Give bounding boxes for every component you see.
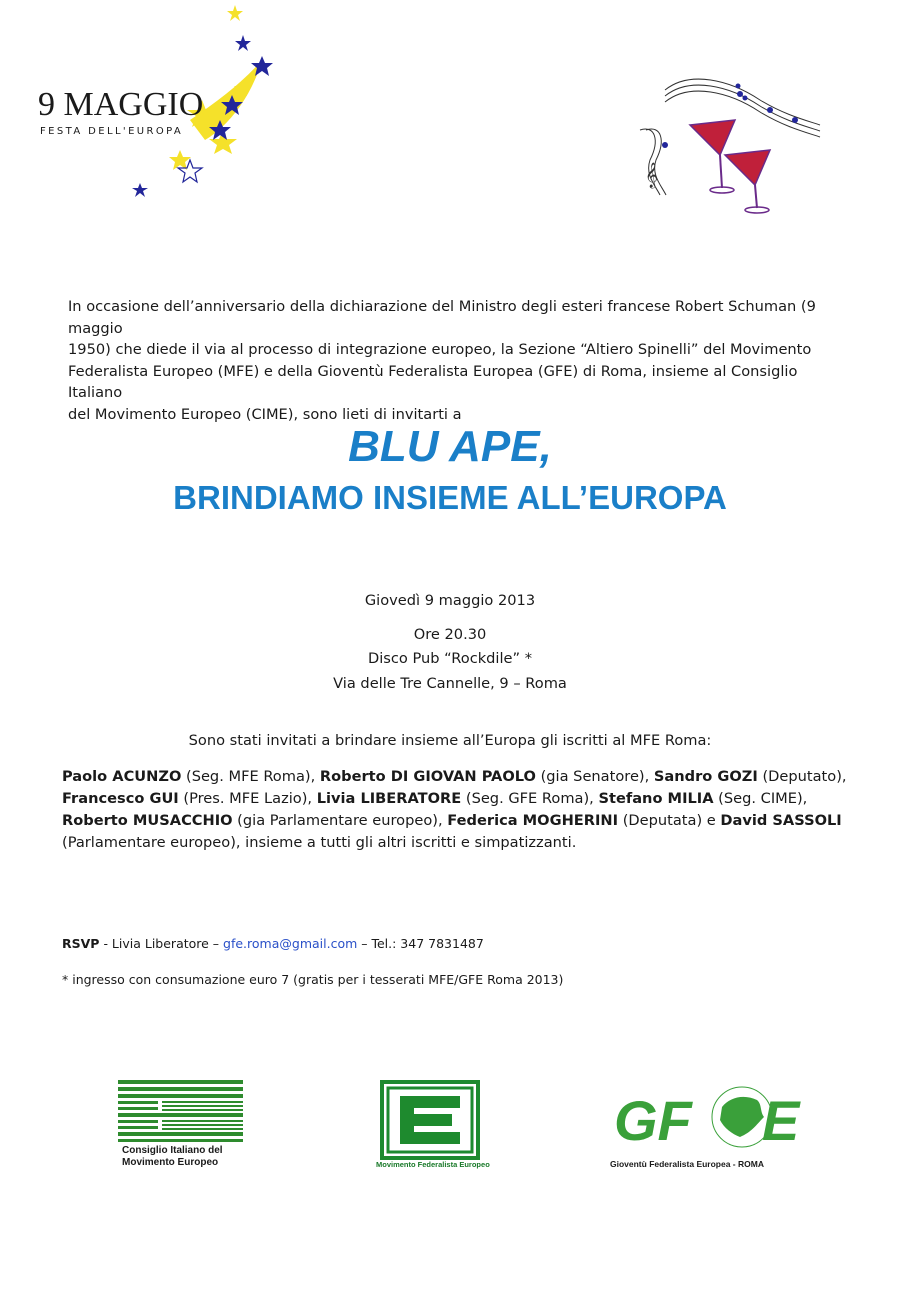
gfe-logo <box>612 1082 812 1157</box>
intro-line: del Movimento Europeo (CIME), sono lieti di invitarti a <box>68 405 462 423</box>
toast-glasses-illustration <box>620 70 840 220</box>
mfe-logo <box>380 1080 480 1160</box>
gfe-name: Gioventù Federalista Europea - ROMA <box>610 1159 764 1169</box>
invited-person: Roberto DI GIOVAN PAOLO (gia Senatore), <box>319 768 654 785</box>
event-venue: Disco Pub “Rockdile” * <box>367 650 533 667</box>
invited-person: Federica MOGHERINI (Deputata) e <box>447 812 721 829</box>
rsvp-contact: - Livia Liberatore – <box>99 936 224 951</box>
svg-text:𝄞: 𝄞 <box>645 163 659 188</box>
cime-name: Consiglio Italiano del Movimento Europeo <box>122 1145 223 1168</box>
event-time: Ore 20.30 <box>413 626 487 643</box>
invited-person: Francesco GUI (Pres. MFE Lazio), <box>62 790 317 807</box>
gfe-letter-right: E <box>762 1089 800 1152</box>
gfe-letters-left: GF <box>614 1089 692 1152</box>
invited-person: Stefano MILIA (Seg. CIME), <box>598 790 808 807</box>
gfe-europe-icon <box>612 1082 812 1157</box>
logo-subtitle: FESTA DELL'EUROPA <box>40 126 184 137</box>
intro-line: 1950) che diede il via al processo di integrazione europeo, la Sezione “Altiero Spinelli” del Movimento <box>68 341 812 358</box>
entry-note: * ingresso con consumazione euro 7 (gratis per i tesserati MFE/GFE Roma 2013) <box>62 972 564 987</box>
intro-paragraph <box>68 296 838 425</box>
invited-intro: Sono stati invitati a brindare insieme all’Europa gli iscritti al MFE Roma: <box>188 732 712 749</box>
cime-stripes-icon <box>118 1080 248 1142</box>
mfe-e-icon <box>380 1080 480 1160</box>
mfe-name: Movimento Federalista Europeo <box>376 1160 490 1169</box>
event-address: Via delle Tre Cannelle, 9 – Roma <box>333 675 567 692</box>
wine-glasses-icon <box>620 70 840 220</box>
rsvp-label: RSVP <box>62 936 100 951</box>
event-date: Giovedì 9 maggio 2013 <box>364 592 536 609</box>
intro-line: In occasione dell’anniversario della dichiarazione del Ministro degli esteri francese Robert Schuman (9 maggio <box>68 298 816 337</box>
rsvp-email-link[interactable]: gfe.roma@gmail.com <box>223 936 358 951</box>
rsvp-phone: – Tel.: 347 7831487 <box>357 936 484 951</box>
invited-person: David SASSOLI (Parlamentare europeo), insieme a tutti gli altri iscritti e simpatizzanti. <box>62 812 842 851</box>
logo-title: 9 MAGGIO <box>38 86 204 123</box>
festa-europa-logo <box>30 0 280 210</box>
rsvp-line <box>62 936 484 951</box>
invited-person: Roberto MUSACCHIO (gia Parlamentare europeo), <box>62 812 448 829</box>
intro-line: Federalista Europeo (MFE) e della Gioventù Federalista Europea (GFE) di Roma, insieme al Consiglio Italiano <box>68 362 798 401</box>
invited-list <box>62 766 852 854</box>
event-subtitle: BRINDIAMO INSIEME ALL’EUROPA <box>173 479 727 516</box>
invited-person: Paolo ACUNZO (Seg. MFE Roma), <box>62 768 320 785</box>
invited-person: Livia LIBERATORE (Seg. GFE Roma), <box>316 790 599 807</box>
event-title: BLU APE, <box>348 422 552 471</box>
invited-person: Sandro GOZI (Deputato), <box>653 768 847 785</box>
